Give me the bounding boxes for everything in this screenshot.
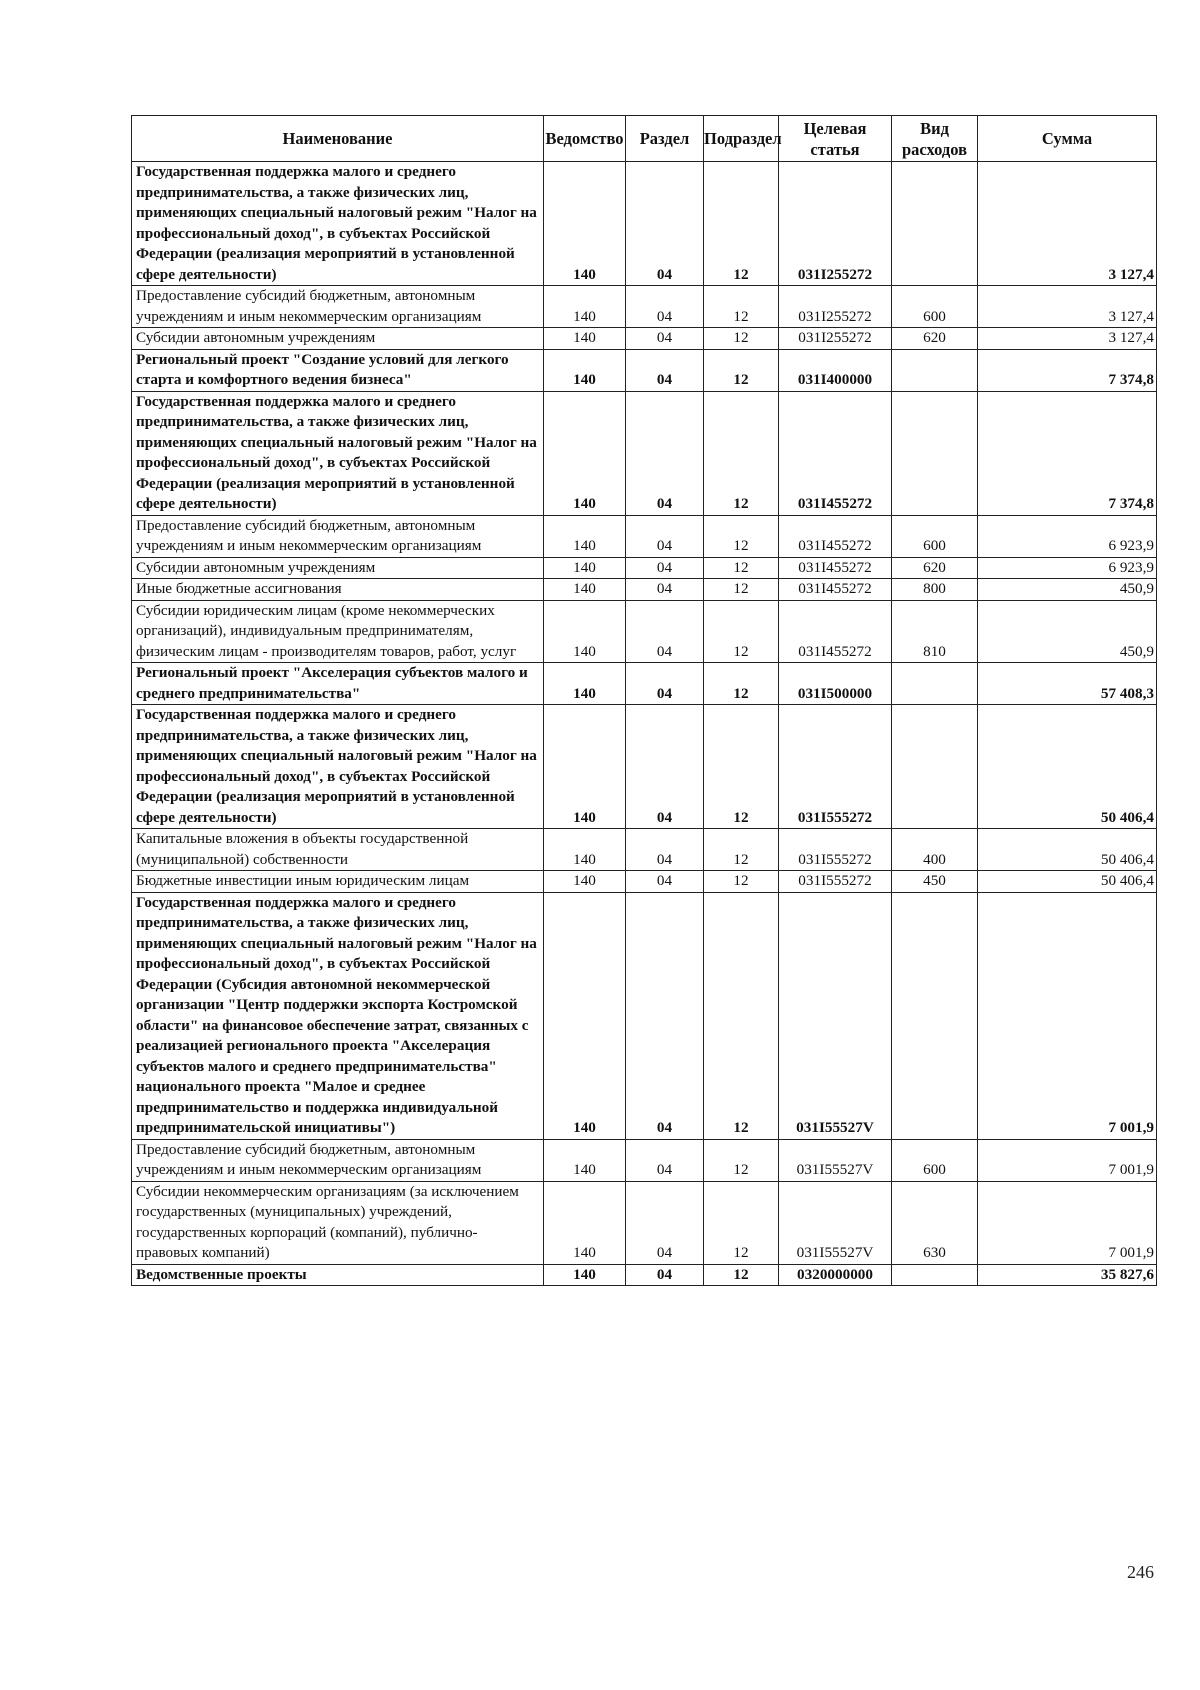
row-target: 031I55527V bbox=[779, 1181, 892, 1264]
row-section: 04 bbox=[626, 1264, 704, 1286]
table-row bbox=[132, 1264, 1157, 1286]
row-section: 04 bbox=[626, 515, 704, 557]
row-sum: 50 406,4 bbox=[978, 705, 1157, 829]
row-expense-type bbox=[892, 1264, 978, 1286]
row-ministry: 140 bbox=[544, 286, 626, 328]
row-expense-type: 450 bbox=[892, 871, 978, 893]
row-ministry: 140 bbox=[544, 557, 626, 579]
row-subsection: 12 bbox=[704, 1264, 779, 1286]
header-ministry: Ведомство bbox=[544, 116, 626, 162]
row-target: 031I455272 bbox=[779, 600, 892, 663]
header-section: Раздел bbox=[626, 116, 704, 162]
table-row bbox=[132, 663, 1157, 705]
row-section: 04 bbox=[626, 705, 704, 829]
row-expense-type bbox=[892, 391, 978, 515]
budget-table bbox=[131, 115, 1157, 1286]
row-name: Бюджетные инвестиции иным юридическим лицам bbox=[132, 871, 544, 893]
table-row bbox=[132, 705, 1157, 829]
row-sum: 7 001,9 bbox=[978, 1181, 1157, 1264]
row-name: Предоставление субсидий бюджетным, автономным учреждениям и иным некоммерческим организациям bbox=[132, 515, 544, 557]
table-row bbox=[132, 892, 1157, 1139]
table-row bbox=[132, 557, 1157, 579]
row-section: 04 bbox=[626, 328, 704, 350]
row-name: Государственная поддержка малого и среднего предпринимательства, а также физических лиц, применяющих специальный налоговый режим "Налог на профессиональный доход", в субъектах Российской Федерации (реализация мероприятий в установленной сфере деятельности) bbox=[132, 705, 544, 829]
row-sum: 7 374,8 bbox=[978, 391, 1157, 515]
row-target: 031I55527V bbox=[779, 1139, 892, 1181]
row-sum: 450,9 bbox=[978, 600, 1157, 663]
row-name: Субсидии некоммерческим организациям (за исключением государственных (муниципальных) учреждений, государственных корпораций (компаний), публично-правовых компаний) bbox=[132, 1181, 544, 1264]
row-section: 04 bbox=[626, 663, 704, 705]
row-sum: 50 406,4 bbox=[978, 871, 1157, 893]
row-name: Региональный проект "Акселерация субъектов малого и среднего предпринимательства" bbox=[132, 663, 544, 705]
row-subsection: 12 bbox=[704, 1139, 779, 1181]
row-section: 04 bbox=[626, 349, 704, 391]
row-target: 031I500000 bbox=[779, 663, 892, 705]
row-expense-type bbox=[892, 892, 978, 1139]
row-name: Субсидии автономным учреждениям bbox=[132, 557, 544, 579]
row-target: 031I55527V bbox=[779, 892, 892, 1139]
row-sum: 3 127,4 bbox=[978, 328, 1157, 350]
row-name: Государственная поддержка малого и среднего предпринимательства, а также физических лиц, применяющих специальный налоговый режим "Налог на профессиональный доход", в субъектах Российской Федерации (Субсидия автономной некоммерческой организации "Центр поддержки экспорта Костромской области" на финансовое обеспечение затрат, связанных с реализацией регионального проекта "Акселерация субъектов малого и среднего предпринимательства" национального проекта "Малое и среднее предпринимательство и поддержка индивидуальной предпринимательской инициативы") bbox=[132, 892, 544, 1139]
row-expense-type: 600 bbox=[892, 515, 978, 557]
row-name: Предоставление субсидий бюджетным, автономным учреждениям и иным некоммерческим организациям bbox=[132, 286, 544, 328]
row-subsection: 12 bbox=[704, 892, 779, 1139]
row-section: 04 bbox=[626, 557, 704, 579]
row-ministry: 140 bbox=[544, 705, 626, 829]
header-sum: Сумма bbox=[978, 116, 1157, 162]
row-expense-type bbox=[892, 349, 978, 391]
row-subsection: 12 bbox=[704, 1181, 779, 1264]
row-name: Региональный проект "Создание условий для легкого старта и комфортного ведения бизнеса" bbox=[132, 349, 544, 391]
table-row bbox=[132, 829, 1157, 871]
table-header-row bbox=[132, 116, 1157, 162]
row-name: Иные бюджетные ассигнования bbox=[132, 579, 544, 601]
row-ministry: 140 bbox=[544, 892, 626, 1139]
row-section: 04 bbox=[626, 871, 704, 893]
row-section: 04 bbox=[626, 391, 704, 515]
row-subsection: 12 bbox=[704, 600, 779, 663]
row-name: Субсидии юридическим лицам (кроме некоммерческих организаций), индивидуальным предпринимателям, физическим лицам - производителям товаров, работ, услуг bbox=[132, 600, 544, 663]
row-target: 031I555272 bbox=[779, 829, 892, 871]
row-expense-type: 620 bbox=[892, 328, 978, 350]
header-type: Вид расходов bbox=[892, 116, 978, 162]
row-section: 04 bbox=[626, 1139, 704, 1181]
row-target: 031I255272 bbox=[779, 162, 892, 286]
row-target: 031I255272 bbox=[779, 328, 892, 350]
row-subsection: 12 bbox=[704, 579, 779, 601]
row-target: 031I555272 bbox=[779, 871, 892, 893]
row-sum: 6 923,9 bbox=[978, 557, 1157, 579]
row-ministry: 140 bbox=[544, 391, 626, 515]
row-sum: 7 001,9 bbox=[978, 1139, 1157, 1181]
table-row bbox=[132, 600, 1157, 663]
row-section: 04 bbox=[626, 286, 704, 328]
row-ministry: 140 bbox=[544, 871, 626, 893]
row-name: Государственная поддержка малого и среднего предпринимательства, а также физических лиц, применяющих специальный налоговый режим "Налог на профессиональный доход", в субъектах Российской Федерации (реализация мероприятий в установленной сфере деятельности) bbox=[132, 162, 544, 286]
row-subsection: 12 bbox=[704, 829, 779, 871]
row-subsection: 12 bbox=[704, 515, 779, 557]
row-expense-type: 400 bbox=[892, 829, 978, 871]
row-name: Предоставление субсидий бюджетным, автономным учреждениям и иным некоммерческим организациям bbox=[132, 1139, 544, 1181]
row-sum: 50 406,4 bbox=[978, 829, 1157, 871]
row-expense-type: 800 bbox=[892, 579, 978, 601]
table-row bbox=[132, 579, 1157, 601]
table-row bbox=[132, 1139, 1157, 1181]
row-target: 031I455272 bbox=[779, 579, 892, 601]
row-subsection: 12 bbox=[704, 349, 779, 391]
table-row bbox=[132, 1181, 1157, 1264]
table-row bbox=[132, 162, 1157, 286]
row-target: 031I255272 bbox=[779, 286, 892, 328]
row-ministry: 140 bbox=[544, 328, 626, 350]
row-target: 031I555272 bbox=[779, 705, 892, 829]
row-name: Государственная поддержка малого и среднего предпринимательства, а также физических лиц, применяющих специальный налоговый режим "Налог на профессиональный доход", в субъектах Российской Федерации (реализация мероприятий в установленной сфере деятельности) bbox=[132, 391, 544, 515]
row-name: Субсидии автономным учреждениям bbox=[132, 328, 544, 350]
row-sum: 3 127,4 bbox=[978, 286, 1157, 328]
row-sum: 3 127,4 bbox=[978, 162, 1157, 286]
table-row bbox=[132, 871, 1157, 893]
row-sum: 7 374,8 bbox=[978, 349, 1157, 391]
row-expense-type: 810 bbox=[892, 600, 978, 663]
table-row bbox=[132, 515, 1157, 557]
row-sum: 57 408,3 bbox=[978, 663, 1157, 705]
row-expense-type bbox=[892, 705, 978, 829]
row-subsection: 12 bbox=[704, 391, 779, 515]
row-subsection: 12 bbox=[704, 286, 779, 328]
table-row bbox=[132, 328, 1157, 350]
row-sum: 7 001,9 bbox=[978, 892, 1157, 1139]
page-number: 246 bbox=[1127, 1562, 1154, 1582]
row-ministry: 140 bbox=[544, 579, 626, 601]
row-expense-type bbox=[892, 162, 978, 286]
row-subsection: 12 bbox=[704, 328, 779, 350]
row-expense-type: 600 bbox=[892, 286, 978, 328]
row-ministry: 140 bbox=[544, 829, 626, 871]
row-section: 04 bbox=[626, 162, 704, 286]
row-target: 0320000000 bbox=[779, 1264, 892, 1286]
row-sum: 450,9 bbox=[978, 579, 1157, 601]
row-ministry: 140 bbox=[544, 1139, 626, 1181]
row-ministry: 140 bbox=[544, 663, 626, 705]
row-target: 031I400000 bbox=[779, 349, 892, 391]
table-row bbox=[132, 349, 1157, 391]
row-target: 031I455272 bbox=[779, 557, 892, 579]
row-section: 04 bbox=[626, 600, 704, 663]
row-expense-type: 630 bbox=[892, 1181, 978, 1264]
row-ministry: 140 bbox=[544, 515, 626, 557]
row-section: 04 bbox=[626, 829, 704, 871]
table-body bbox=[132, 162, 1157, 1286]
row-sum: 35 827,6 bbox=[978, 1264, 1157, 1286]
row-section: 04 bbox=[626, 892, 704, 1139]
row-ministry: 140 bbox=[544, 1181, 626, 1264]
header-subsection: Подраздел bbox=[704, 116, 779, 162]
row-ministry: 140 bbox=[544, 1264, 626, 1286]
row-ministry: 140 bbox=[544, 600, 626, 663]
table-row bbox=[132, 391, 1157, 515]
header-target: Целевая статья bbox=[779, 116, 892, 162]
row-section: 04 bbox=[626, 1181, 704, 1264]
row-expense-type: 600 bbox=[892, 1139, 978, 1181]
row-name: Ведомственные проекты bbox=[132, 1264, 544, 1286]
table-row bbox=[132, 286, 1157, 328]
row-expense-type bbox=[892, 663, 978, 705]
row-sum: 6 923,9 bbox=[978, 515, 1157, 557]
row-subsection: 12 bbox=[704, 557, 779, 579]
row-name: Капитальные вложения в объекты государственной (муниципальной) собственности bbox=[132, 829, 544, 871]
row-subsection: 12 bbox=[704, 162, 779, 286]
row-section: 04 bbox=[626, 579, 704, 601]
row-ministry: 140 bbox=[544, 162, 626, 286]
row-subsection: 12 bbox=[704, 871, 779, 893]
row-ministry: 140 bbox=[544, 349, 626, 391]
row-target: 031I455272 bbox=[779, 391, 892, 515]
row-target: 031I455272 bbox=[779, 515, 892, 557]
header-name: Наименование bbox=[132, 116, 544, 162]
row-expense-type: 620 bbox=[892, 557, 978, 579]
row-subsection: 12 bbox=[704, 705, 779, 829]
row-subsection: 12 bbox=[704, 663, 779, 705]
